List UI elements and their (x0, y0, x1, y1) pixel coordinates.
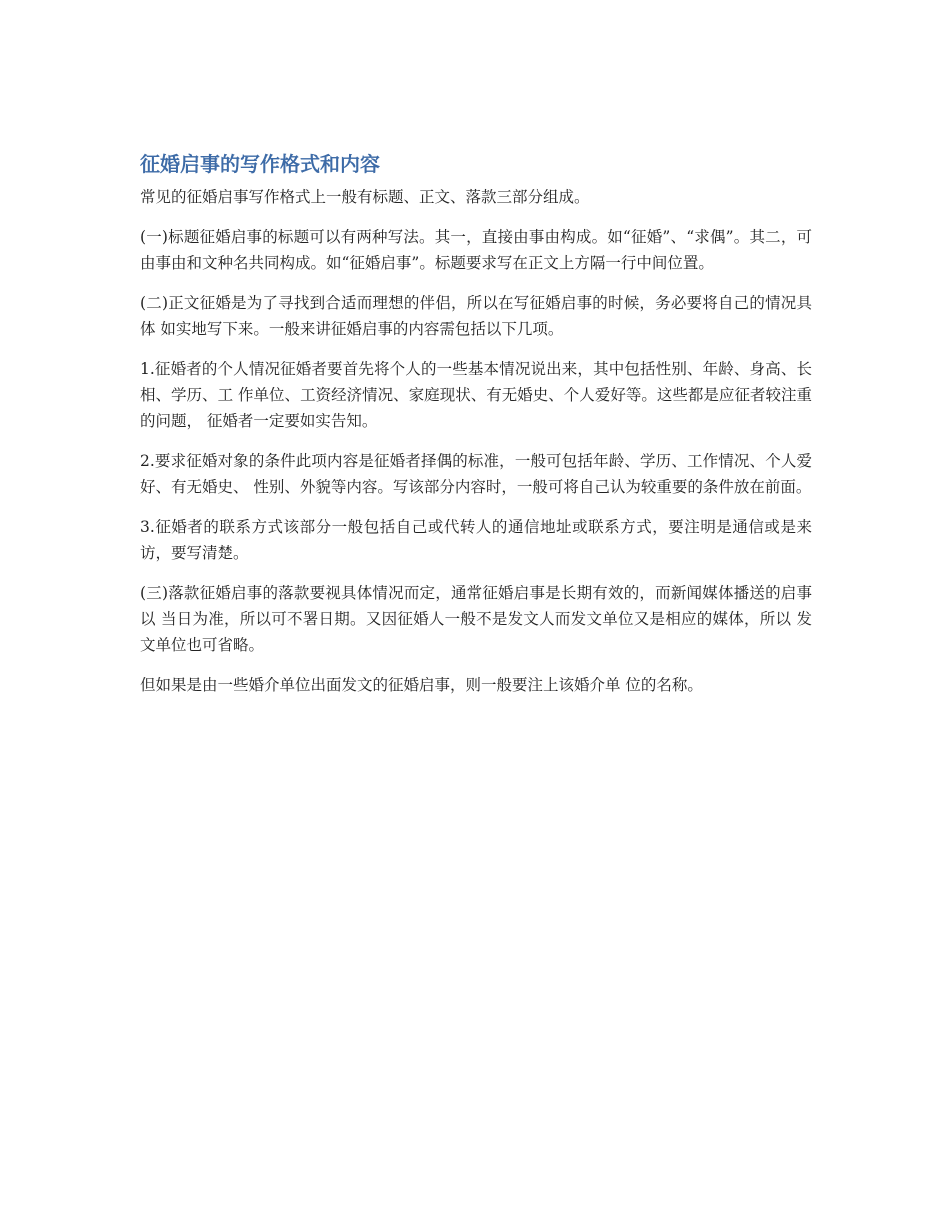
paragraph-item-3: 3.征婚者的联系方式该部分一般包括自己或代转人的通信地址或联系方式，要注明是通信或是来访，要写清楚。 (140, 518, 812, 562)
paragraph-signature-section: (三)落款征婚启事的落款要视具体情况而定，通常征婚启事是长期有效的，而新闻媒体播送的启事以 当日为准，所以可不署日期。又因征婚人一般不是发文人而发文单位又是相应的媒体，所以 发文单位也可省略。 (140, 584, 812, 654)
document-title: 征婚启事的写作格式和内容 (140, 152, 380, 176)
paragraph-item-1: 1.征婚者的个人情况征婚者要首先将个人的一些基本情况说出来，其中包括性别、年龄、身高、长相、学历、工 作单位、工资经济情况、家庭现状、有无婚史、个人爱好等。这些都是应征者较注重的问题， 征婚者一定要如实告知。 (140, 360, 812, 430)
paragraph-intro: 常见的征婚启事写作格式上一般有标题、正文、落款三部分组成。 (140, 188, 590, 206)
paragraph-closing: 但如果是由一些婚介单位出面发文的征婚启事，则一般要注上该婚介单 位的名称。 (140, 676, 703, 694)
paragraph-item-2: 2.要求征婚对象的条件此项内容是征婚者择偶的标准，一般可包括年龄、学历、工作情况、个人爱好、有无婚史、 性别、外貌等内容。写该部分内容时，一般可将自己认为较重要的条件放在前面。 (140, 452, 812, 496)
paragraph-title-section: (一)标题征婚启事的标题可以有两种写法。其一，直接由事由构成。如“征婚”、“求偶”。其二，可由事由和文种名共同构成。如“征婚启事”。标题要求写在正文上方隔一行中间位置。 (140, 228, 812, 272)
document-page (140, 150, 812, 712)
paragraph-body-section: (二)正文征婚是为了寻找到合适而理想的伴侣，所以在写征婚启事的时候，务必要将自己的情况具体 如实地写下来。一般来讲征婚启事的内容需包括以下几项。 (140, 294, 812, 338)
